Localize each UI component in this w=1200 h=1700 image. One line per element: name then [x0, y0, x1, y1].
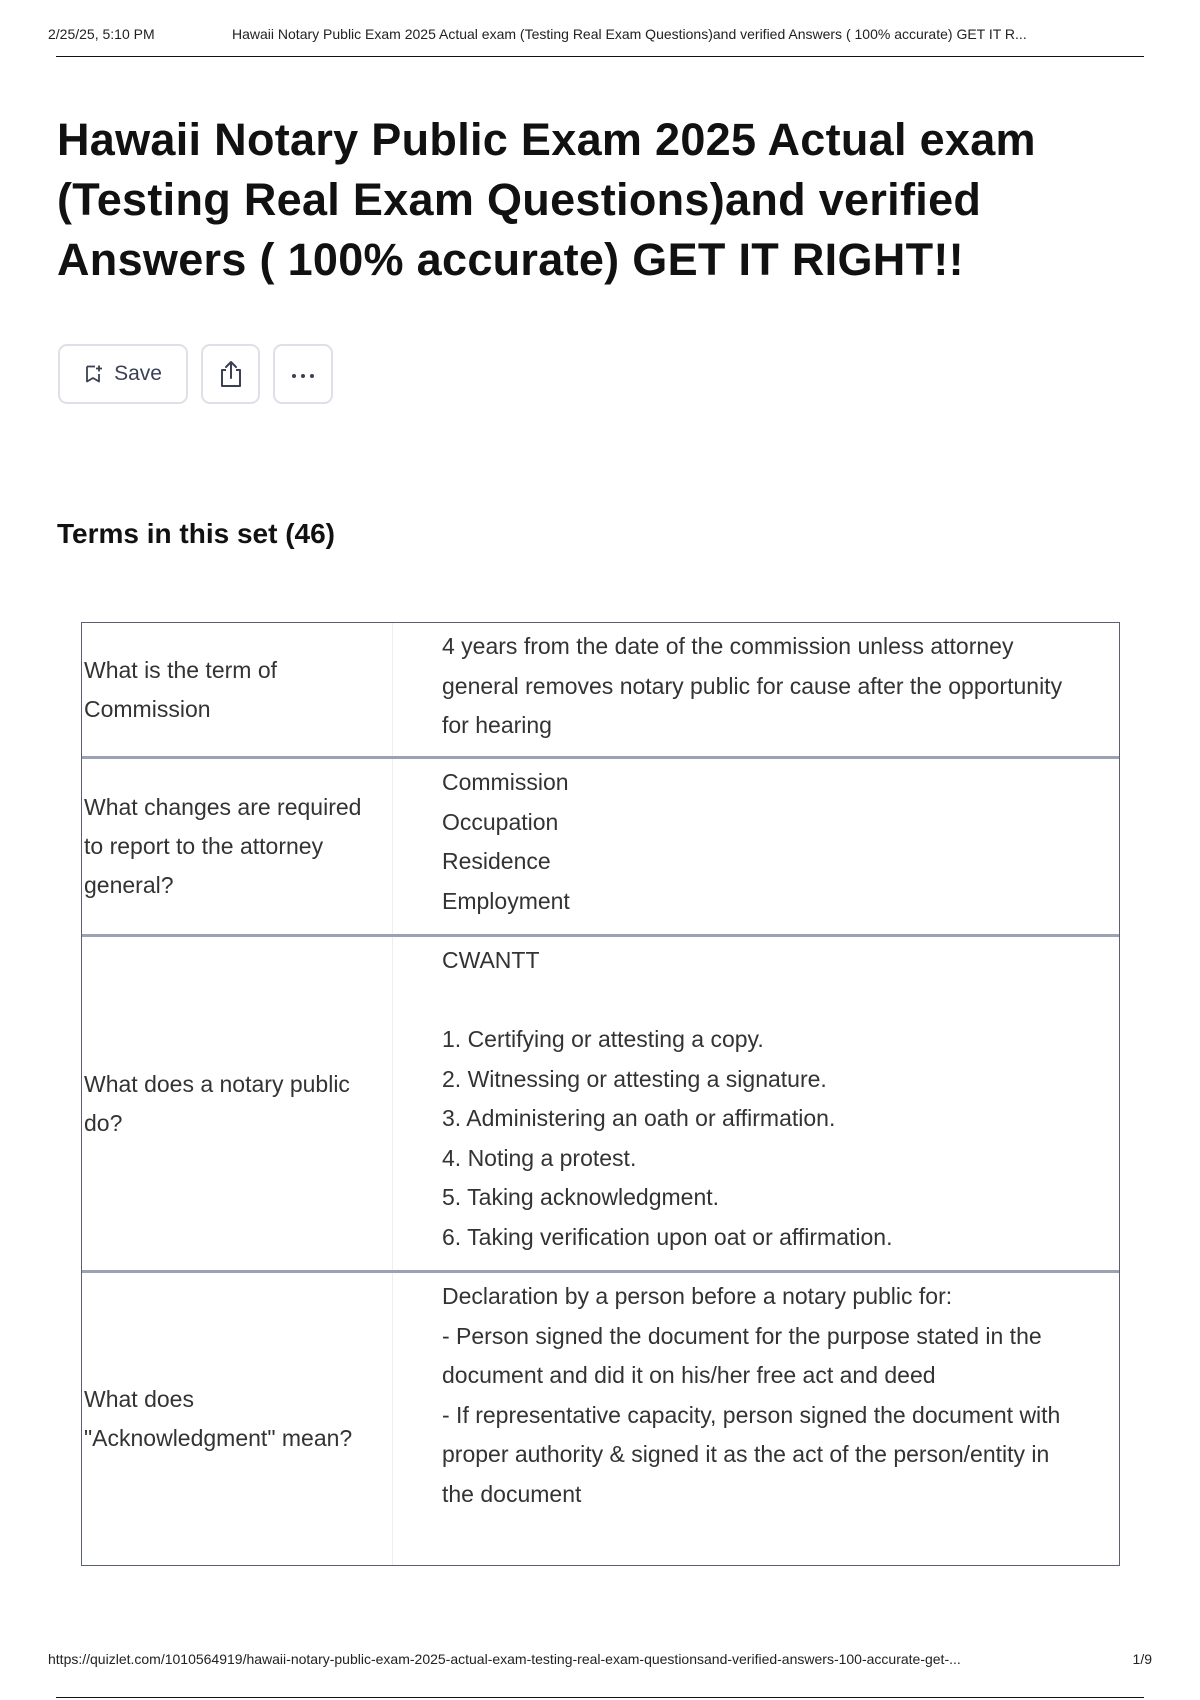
- share-icon: [217, 359, 245, 389]
- page-number: 1/9: [1132, 1651, 1152, 1667]
- term-row: [82, 1270, 1119, 1565]
- page-title: Hawaii Notary Public Exam 2025 Actual exam (Testing Real Exam Questions)and verified Answers ( 100% accurate) GET IT RIGHT!!: [57, 114, 1036, 285]
- save-button[interactable]: [58, 344, 188, 404]
- more-icon: [290, 365, 317, 383]
- term-cell: What changes are required to report to the attorney general?: [82, 759, 393, 934]
- action-bar: [58, 344, 346, 404]
- save-label: Save: [114, 362, 162, 385]
- footer-url[interactable]: https://quizlet.com/1010564919/hawaii-notary-public-exam-2025-actual-exam-testing-real-exam-questionsand-verified-answers-100-accurate-get-...: [48, 1651, 961, 1667]
- definition-cell: Commission Occupation Residence Employment: [442, 769, 570, 914]
- terms-heading: Terms in this set (46): [57, 518, 336, 549]
- save-icon: [84, 364, 104, 384]
- term-cell: What does a notary public do?: [82, 937, 393, 1270]
- term-row: [82, 623, 1119, 756]
- definition-cell: Declaration by a person before a notary public for: - Person signed the document for the purpose stated in the document and did it on his/her free act and deed - If representative capacity, person signed the document with proper authority & signed it as the act of the person/entity in the document: [442, 1283, 1061, 1507]
- header-rule: [56, 56, 1144, 57]
- term-row: [82, 934, 1119, 1270]
- term-cell: What does "Acknowledgment" mean?: [82, 1273, 393, 1565]
- definition-cell: 4 years from the date of the commission unless attorney general removes notary public for cause after the opportunity for hearing: [442, 633, 1063, 738]
- more-options-button[interactable]: [273, 344, 333, 404]
- print-header: [48, 26, 1148, 42]
- terms-table: [81, 622, 1120, 1566]
- term-cell: What is the term of Commission: [82, 623, 393, 756]
- print-date: 2/25/25, 5:10 PM: [48, 26, 155, 42]
- print-footer: [48, 1651, 1152, 1667]
- share-button[interactable]: [201, 344, 260, 404]
- print-doc-title: Hawaii Notary Public Exam 2025 Actual exam (Testing Real Exam Questions)and verified Answers ( 100% accurate) GET IT R...: [232, 26, 1027, 42]
- footer-rule: [56, 1697, 1144, 1698]
- term-row: [82, 756, 1119, 934]
- definition-cell: CWANTT 1. Certifying or attesting a copy. 2. Witnessing or attesting a signature. 3. Administering an oath or affirmation. 4. Noting a protest. 5. Taking acknowledgment. 6. Taking verification upon oat or affirmation.: [442, 947, 893, 1250]
